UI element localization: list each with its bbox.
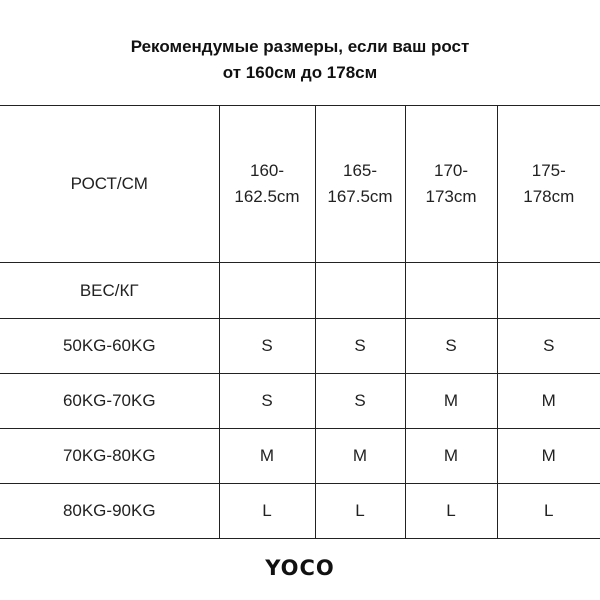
size-cell: M [219, 429, 315, 484]
size-cell: M [497, 374, 600, 429]
weight-label-row [0, 263, 600, 319]
page-title-line-2: от 160см до 178см [222, 63, 378, 82]
height-range-end: 173cm [425, 187, 477, 206]
page-title-line-1: Рекомендумые размеры, если ваш рост [130, 37, 470, 56]
height-range-end: 178cm [523, 187, 575, 206]
height-column-header [405, 106, 497, 263]
height-range-start: 160- [249, 161, 285, 180]
height-column-header [315, 106, 405, 263]
size-cell: M [405, 429, 497, 484]
height-range-end: 167.5cm [327, 187, 393, 206]
size-cell: L [315, 484, 405, 539]
empty-cell [497, 263, 600, 319]
weight-label-cell: ВЕС/КГ [0, 263, 219, 319]
table-row [0, 484, 600, 539]
size-cell: S [405, 319, 497, 374]
size-cell: L [497, 484, 600, 539]
height-column-header [497, 106, 600, 263]
size-cell: S [497, 319, 600, 374]
empty-cell [315, 263, 405, 319]
size-chart-table [0, 105, 600, 539]
size-cell: L [219, 484, 315, 539]
weight-range-cell: 80KG-90KG [0, 484, 219, 539]
brand-logo: YOCO [265, 556, 335, 580]
height-range-start: 165- [342, 161, 378, 180]
size-cell: S [315, 374, 405, 429]
empty-cell [405, 263, 497, 319]
table-row [0, 429, 600, 484]
weight-range-cell: 70KG-80KG [0, 429, 219, 484]
size-cell: L [405, 484, 497, 539]
weight-range-cell: 60KG-70KG [0, 374, 219, 429]
height-range-end: 162.5cm [234, 187, 300, 206]
size-cell: S [219, 319, 315, 374]
empty-cell [219, 263, 315, 319]
height-range-start: 175- [531, 161, 566, 180]
height-label-cell: РОСТ/СМ [0, 106, 219, 263]
size-cell: M [315, 429, 405, 484]
height-column-header [219, 106, 315, 263]
size-cell: M [497, 429, 600, 484]
size-cell: S [219, 374, 315, 429]
table-header-row [0, 106, 600, 263]
weight-range-cell: 50KG-60KG [0, 319, 219, 374]
size-cell: M [405, 374, 497, 429]
height-range-start: 170- [433, 161, 469, 180]
table-row [0, 319, 600, 374]
size-cell: S [315, 319, 405, 374]
table-row [0, 374, 600, 429]
